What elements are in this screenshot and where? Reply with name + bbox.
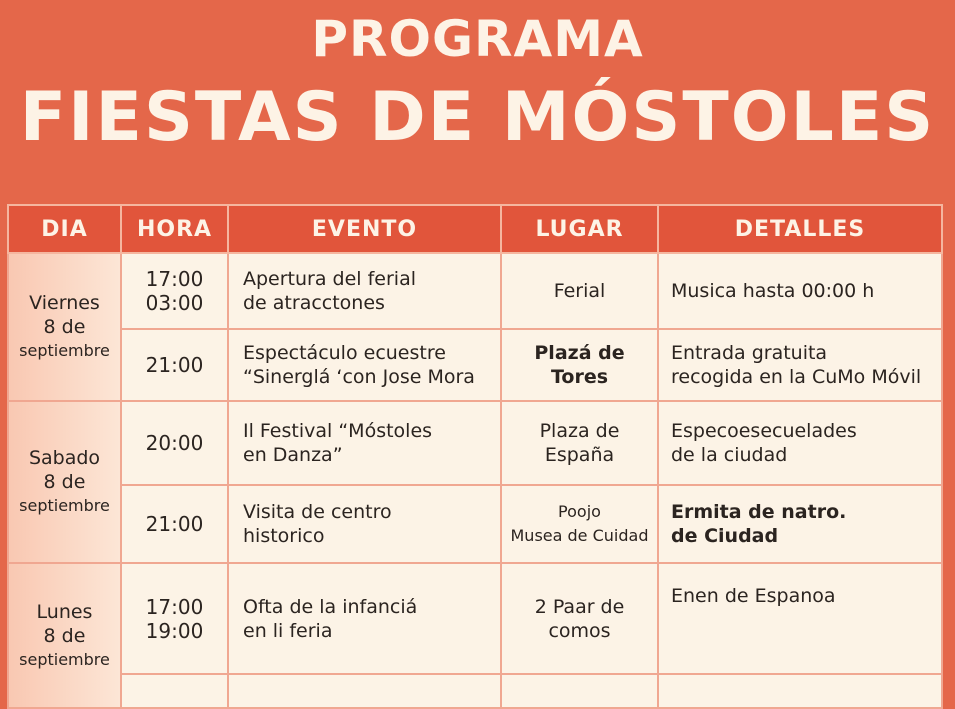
col-evento: EVENTO — [228, 205, 501, 253]
title-fiestas: FIESTAS DE MÓSTOLES — [19, 78, 936, 157]
lugar-cell — [501, 674, 658, 708]
detalles-cell: Especoesecuelades de la ciudad — [658, 401, 942, 485]
detalles-cell: Entrada gratuita recogida en la CuMo Móvil — [658, 329, 942, 401]
detalles-cell: Musica hasta 00:00 h — [658, 253, 942, 329]
lugar-cell: 2 Paar de comos — [501, 563, 658, 674]
title-programa: PROGRAMA — [311, 10, 644, 68]
col-dia: DIA — [8, 205, 121, 253]
program-table — [7, 204, 943, 709]
table-row — [8, 563, 942, 674]
evento-cell: Espectáculo ecuestre “Sinerglá ‘con Jose Mora — [228, 329, 501, 401]
table-row — [8, 485, 942, 563]
day-cell: Sabado 8 de septiembre — [8, 401, 121, 563]
detalles-cell — [658, 674, 942, 708]
evento-cell: Il Festival “Móstoles en Danza” — [228, 401, 501, 485]
table-row — [8, 329, 942, 401]
hora-cell: 20:00 — [121, 401, 228, 485]
day-cell: Viernes 8 de septiembre — [8, 253, 121, 401]
evento-cell: Ofta de la infanciá en li feria — [228, 563, 501, 674]
lugar-cell: Ferial — [501, 253, 658, 329]
hora-cell — [121, 674, 228, 708]
table-row — [8, 253, 942, 329]
col-lugar: LUGAR — [501, 205, 658, 253]
col-detalles: DETALLES — [658, 205, 942, 253]
hora-cell: 17:00 03:00 — [121, 253, 228, 329]
detalles-cell: Enen de Espanoa — [658, 563, 942, 674]
table-row — [8, 401, 942, 485]
evento-cell — [228, 674, 501, 708]
hora-cell: 21:00 — [121, 485, 228, 563]
col-hora: HORA — [121, 205, 228, 253]
hora-cell: 17:00 19:00 — [121, 563, 228, 674]
lugar-cell: Plaza de España — [501, 401, 658, 485]
table-row — [8, 674, 942, 708]
lugar-cell: Plazá de Tores — [501, 329, 658, 401]
evento-cell: Apertura del ferial de atracctones — [228, 253, 501, 329]
day-cell: Lunes 8 de septiembre — [8, 563, 121, 708]
detalles-cell: Ermita de natro. de Ciudad — [658, 485, 942, 563]
lugar-cell: Poojo Musea de Cuidad — [501, 485, 658, 563]
hora-cell: 21:00 — [121, 329, 228, 401]
evento-cell: Visita de centro historico — [228, 485, 501, 563]
